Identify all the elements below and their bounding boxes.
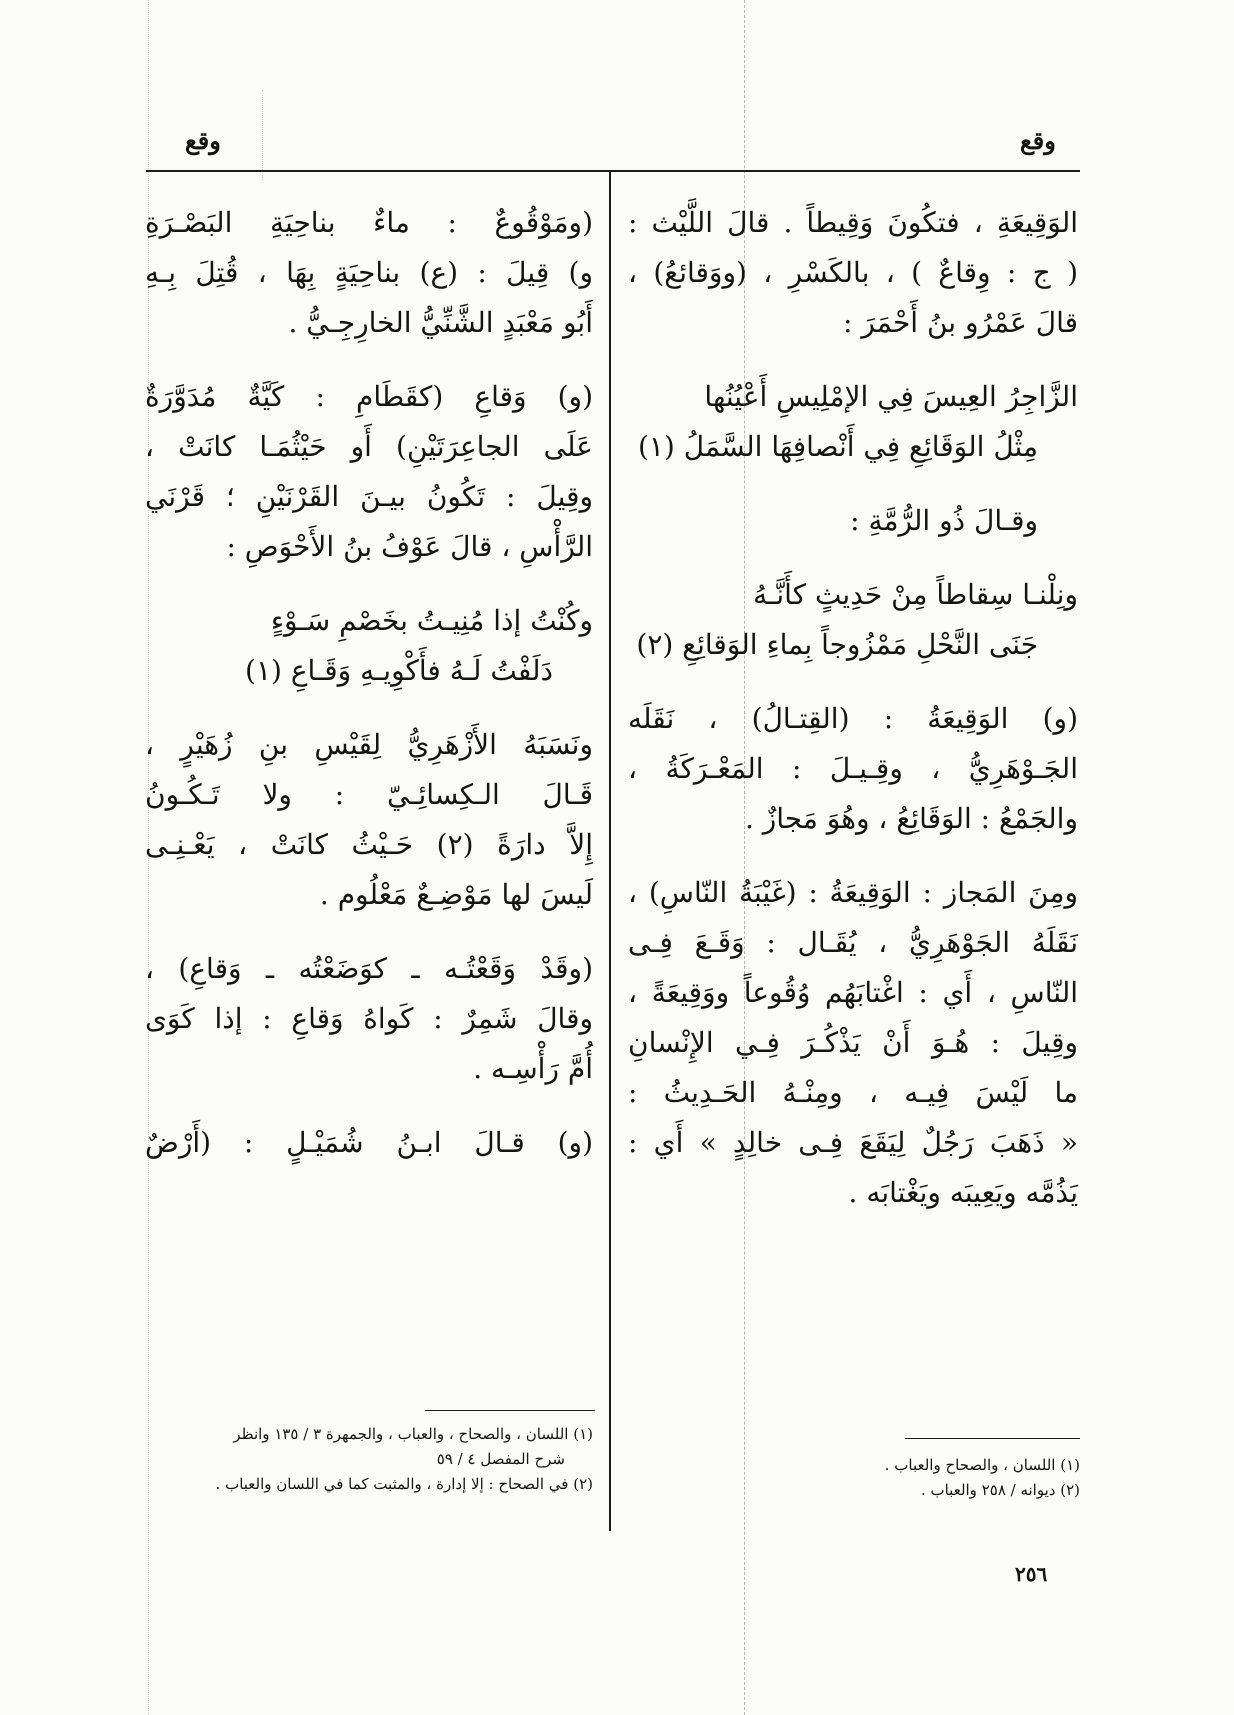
poem-first-hemistich: ونِلْنـا سِقاطاً مِنْ حَدِيثٍ كأَنَّـهُ	[753, 578, 1078, 611]
poem-second-hemistich: مِثْلُ الوَقَائِعِ فِي أَنْصافِهَا السَّمَلُ (١)	[637, 430, 1038, 463]
text-line: لَيسَ لها مَوْضِـعٌ مَعْلُوم .	[319, 878, 593, 911]
text-line: ومِنَ المَجاز : الوَقِيعَةُ : (غَيْبَةُ النّاسِ) ،	[628, 876, 1078, 909]
text-line: الجَـوْهَرِيُّ ، وقِـيـلَ : المَعْـرَكَةُ ،	[628, 752, 1078, 785]
footnotes-left	[145, 1422, 593, 1497]
poem-second-hemistich: جَنَى النَّحْلِ مَمْزُوجاً بِماءِ الوَقائِعِ (٢)	[636, 628, 1038, 661]
text-line: و) قِيلَ : (ع) بناحِيَةٍ بِهَا ، قُتِلَ بِـهِ	[145, 256, 593, 289]
text-line: ونَسَبَهُ الأَزْهَرِيُّ لِقَيْسِ بنِ زُهَيْرٍ ،	[145, 728, 593, 761]
text-line: (و) الوَقِيعَةُ : (القِتـالُ) ، نَقَلَه	[628, 702, 1078, 735]
running-header-left: وقع	[185, 126, 221, 155]
text-line: (و) قـالَ ابـنُ شُمَيْـلٍ : (أَرْضٌ	[145, 1126, 593, 1159]
text-line: أَبُو مَعْبَدٍ الشَّنِّيُّ الخارِجِـيُّ .	[288, 306, 593, 339]
text-line: (ومَوْقُوعٌ : ماءٌ بناحِيَةِ البَصْـرَةِ	[145, 206, 593, 239]
text-line: وقالَ شَمِرٌ : كَواهُ وَقاعِ : إذا كَوَى	[145, 1002, 593, 1035]
footnote-rule	[425, 1410, 595, 1411]
text-line: قالَ عَمْرُو بنُ أَحْمَرَ :	[843, 306, 1078, 339]
text-line: والجَمْعُ : الوَقَائِعُ ، وهُوَ مَجازٌ .	[744, 802, 1078, 835]
text-line: الرَّأْسِ ، قالَ عَوْفُ بنُ الأَحْوَصِ :	[226, 530, 593, 563]
header-rule	[146, 170, 1080, 172]
text-line: إِلاَّ دارَةً (٢) حَـيْثُ كانَتْ ، يَعْـنِـى	[145, 828, 593, 861]
left-column	[145, 198, 593, 1168]
text-line: ( ج : وِقاعٌ ) ، بالكَسْرِ ، (ووَقائعُ) ،	[628, 256, 1078, 289]
poem-first-hemistich: وكُنْتُ إذا مُنِيـتُ بخَصْمِ سَـوْءٍ	[270, 604, 593, 637]
scan-guide-line	[262, 90, 263, 180]
footnotes-right	[628, 1453, 1080, 1503]
text-line: النّاسِ ، أَي : اغْتابَهُم وُقُوعاً ووَقِيعَةً ،	[628, 976, 1078, 1009]
text-line: (و) وَقاعِ (كقَطَامِ : كَيَّةٌ مُدَوَّرَةٌ	[145, 380, 593, 413]
poem-first-hemistich: الزَّاجِرُ العِيسَ فِي الإمْلِيسِ أَعْيُنُها	[704, 380, 1078, 413]
page-number: ٢٥٦	[1015, 1562, 1048, 1586]
footnote: (٢) في الصحاح : إلا إدارة ، والمثبت كما في اللسان والعباب .	[215, 1475, 593, 1493]
text-line: عَلَى الجاعِرَتَيْنِ) أَو حَيْثُمَـا كانَتْ ،	[145, 430, 593, 463]
poem-second-hemistich: دَلَفْتُ لَـهُ فأَكْوِيـهِ وَقَـاعِ (١)	[245, 654, 553, 687]
footnote: شرح المفصل ٤ / ٥٩	[436, 1450, 565, 1468]
verse-intro: وقـالَ ذُو الرُّمَّةِ :	[850, 504, 1038, 537]
text-line: أُمَّ رَأْسِـه .	[473, 1052, 593, 1085]
text-line: وقِيلَ : هُـوَ أَنْ يَذْكُـرَ فِـي الإِنْسانِ	[628, 1026, 1078, 1059]
right-column	[628, 198, 1078, 1218]
column-divider	[609, 170, 611, 1531]
running-header-right: وقع	[1020, 126, 1056, 155]
text-line: يَذُمَّه ويَعِيبَه ويَغْتابَه .	[848, 1176, 1078, 1209]
footnote: (٢) ديوانه / ٢٥٨ والعباب .	[920, 1481, 1080, 1499]
text-line: (وقَدْ وَقَعْتُـه ـ كوَضَعْتُه ـ وَقاعِ) ،	[145, 952, 593, 985]
text-line: « ذَهَبَ رَجُلٌ لِيَقَعَ فِـى خالِدٍ » أَي :	[628, 1126, 1078, 1159]
text-line: الوَقِيعَةِ ، فتكُونَ وَقِيطاً . قالَ اللَّيْث :	[628, 206, 1078, 239]
text-line: وقِيلَ : تَكُونُ بيـنَ القَرْنَيْنِ ؛ قَرْنَي	[145, 480, 593, 513]
footnote-rule	[905, 1438, 1080, 1439]
footnote: (١) اللسان ، والصحاح والعباب .	[884, 1456, 1080, 1474]
text-line: ما لَيْسَ فِيـه ، ومِنْـهُ الحَـدِيثُ :	[628, 1076, 1078, 1109]
text-line: نَقَلَهُ الجَوْهَرِيُّ ، يُقَـال : وَقَـعَ فِـى	[628, 926, 1078, 959]
footnote: (١) اللسان ، والصحاح ، والعباب ، والجمهرة ٣ / ١٣٥ وانظر	[233, 1425, 593, 1443]
text-line: قَـالَ الـكِسائِـيّ : ولا تَـكُـونُ	[145, 778, 593, 811]
